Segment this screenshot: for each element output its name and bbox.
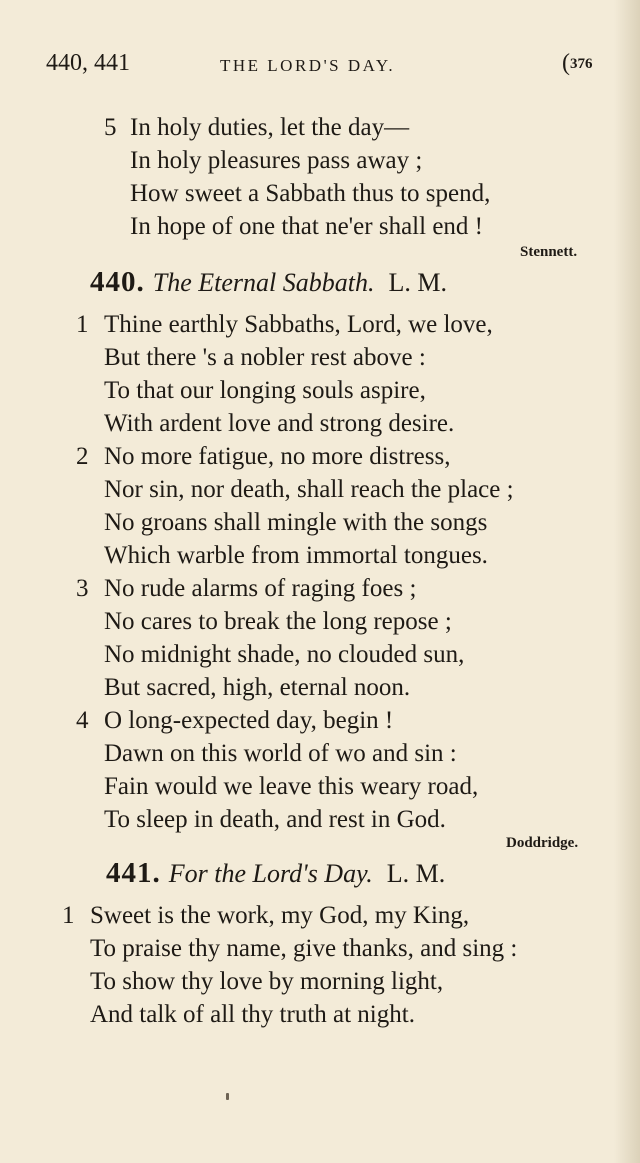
hymn-line: To show thy love by morning light,	[90, 968, 444, 995]
hymn-heading-440	[90, 266, 447, 299]
hymn-line: With ardent love and strong desire.	[104, 410, 455, 437]
hymn-line: Sweet is the work, my God, my King,	[90, 902, 470, 929]
hymn-line: Nor sin, nor death, shall reach the place ;	[104, 476, 514, 503]
stanza-number: 4	[76, 707, 89, 734]
hymn-line: Fain would we leave this weary road,	[104, 773, 479, 800]
hymn-line: No groans shall mingle with the songs	[104, 509, 488, 536]
hymn-line: No more fatigue, no more distress,	[104, 443, 451, 470]
hymn-line: Which warble from immortal tongues.	[104, 542, 488, 569]
hymn-line: In holy pleasures pass away ;	[130, 147, 423, 174]
hymn-line: But there 's a nobler rest above :	[104, 344, 426, 371]
hymn-line: To praise thy name, give thanks, and sing :	[90, 935, 518, 962]
hymn-line: To that our longing souls aspire,	[104, 377, 426, 404]
hymn-heading-441	[106, 857, 445, 890]
hymn-line: Dawn on this world of wo and sin :	[104, 740, 457, 767]
hymn-title: The Eternal Sabbath.	[152, 268, 375, 297]
stanza-number: 1	[76, 311, 89, 338]
header-hymn-numbers: 440, 441	[46, 50, 130, 76]
header-page-number: 376	[570, 56, 593, 72]
header-running-title: THE LORD'S DAY.	[220, 56, 396, 75]
hymn-line: In holy duties, let the day—	[130, 114, 410, 141]
hymn-number: 441.	[106, 857, 161, 889]
stanza-number: 1	[62, 902, 75, 929]
hymn-meter: L. M.	[386, 859, 446, 888]
hymn-line: To sleep in death, and rest in God.	[104, 806, 446, 833]
hymn-line: And talk of all thy truth at night.	[90, 1001, 415, 1028]
hymn-line: O long-expected day, begin !	[104, 707, 394, 734]
page-edge-shadow	[614, 0, 640, 1163]
hymn-line: In hope of one that ne'er shall end !	[130, 213, 483, 240]
hymn-line: No rude alarms of raging foes ;	[104, 575, 417, 602]
hymn-line: Thine earthly Sabbaths, Lord, we love,	[104, 311, 493, 338]
stanza-number: 2	[76, 443, 89, 470]
header-page-number-group	[562, 50, 593, 77]
author-attribution: Stennett.	[520, 244, 578, 260]
header-page-paren: (	[562, 50, 570, 76]
running-header	[46, 50, 606, 84]
stanza-number: 5	[104, 114, 117, 141]
author-attribution: Doddridge.	[506, 835, 579, 851]
hymn-line: No cares to break the long repose ;	[104, 608, 452, 635]
hymn-meter: L. M.	[388, 268, 447, 297]
hymn-line: How sweet a Sabbath thus to spend,	[130, 180, 491, 207]
stanza-number: 3	[76, 575, 89, 602]
hymn-line: No midnight shade, no clouded sun,	[104, 641, 465, 668]
hymn-number: 440.	[90, 266, 145, 298]
ink-speck	[226, 1093, 229, 1100]
hymn-line: But sacred, high, eternal noon.	[104, 674, 411, 701]
hymn-title: For the Lord's Day.	[168, 859, 373, 888]
